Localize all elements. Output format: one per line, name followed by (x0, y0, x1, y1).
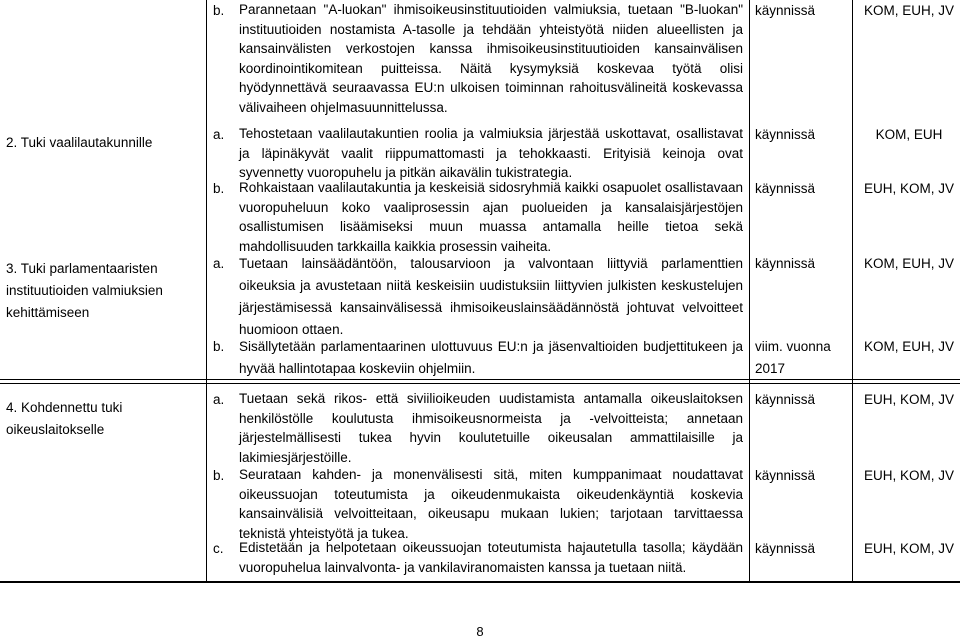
action-item (213, 0, 743, 117)
section-label: 4. Kohdennettu tuki oikeuslaitokselle (6, 400, 123, 437)
status-cell: käynnissä (755, 392, 816, 407)
item-text: Tuetaan lainsäädäntöön, talousarvioon ja valvontaan liittyviä parlamenttien oikeuksia ja avustetaan niitä keskeisiin uudistuksiin liittyvien julkisten keskustelujen järjestämisessä kansainvälisessä ihmisoikeuslainsäädännöstä johtuvat velvoitteet huomioon ottaen. (239, 256, 743, 337)
owner-cell: KOM, EUH, JV (863, 339, 954, 354)
item-text: Edistetään ja helpotetaan oikeussuojan toteutumista hajautetulla tasolla; käydään vuoropuhelua lainvalvonta- ja vankilaviranomaisten kanssa ja tuetaan niitä. (239, 540, 743, 575)
item-letter: b. (213, 181, 225, 196)
item-letter: a. (213, 256, 225, 271)
owner-cell: EUH, KOM, JV (863, 468, 954, 483)
action-item (213, 253, 743, 341)
status-cell: käynnissä (755, 181, 816, 196)
table-bottom-border (0, 581, 960, 583)
item-text: Tehostetaan vaalilautakuntien roolia ja valmiuksia järjestää uskottavat, osallistavat ja läpinäkyvät vaalit riippumattomasti ja tehokkaasti. Erityisiä keinoja ovat syvennetty vuoropuhelu ja pitkän aikavälin tukistrategia. (239, 126, 743, 180)
item-text: Rohkaistaan vaalilautakuntia ja keskeisiä sidosryhmiä kaikki osapuolet osallistavaan vuoropuheluun koko vaaliprosessin ajan puolueiden ja kansalaisjärjestöjen osallistumisen lisäämiseksi muun muassa antamalla heille tietoa sekä mahdollisuuden tarkkailla kaikkia prosessin vaiheita. (239, 180, 743, 254)
action-item (213, 538, 743, 577)
action-item (213, 389, 743, 467)
owner-cell: KOM, EUH (875, 127, 943, 142)
item-text: Sisällytetään parlamentaarinen ulottuvuus EU:n ja jäsenvaltioiden budjettitukeen ja hyvää hallintotapaa koskeviin ohjelmiin. (239, 339, 743, 376)
status-cell: käynnissä (755, 3, 816, 18)
item-text: Tuetaan sekä rikos- että siviilioikeuden uudistamista antamalla oikeuslaitoksen henkilöstölle koulutusta ihmisoikeusnormeista ja -velvoitteista; annetaan järjestelmällisesti tukea hyvin koulutetuille oikeusalan ammattilaisille ja lakimiesjärjestöille. (239, 391, 743, 465)
item-letter: c. (213, 541, 224, 556)
owner-cell: KOM, EUH, JV (863, 3, 954, 18)
section-label: 3. Tuki parlamentaaristen instituutioiden valmiuksien kehittämiseen (6, 261, 163, 320)
status-cell: käynnissä (755, 541, 816, 556)
action-item (213, 465, 743, 543)
action-item (213, 336, 743, 380)
item-text: Parannetaan "A-luokan" ihmisoikeusinstituutioiden valmiuksia, tuetaan "B-luokan" instituutioiden nostamista A-tasolle ja tehdään yhteistyötä niiden alueellisten ja kansainvälisten verkostojen kanssa ihmisoikeusinstituutioiden kansainvälisen koordinointikomitean puitteissa. Näitä kysymyksiä koskevaa työtä olisi hyödynnettävä seuraavassa EU:n ulkoisen toiminnan rahoitusvälineitä koskevassa välivaiheen ohjelmasuunnittelussa. (239, 2, 743, 115)
item-text: Seurataan kahden- ja monenvälisesti sitä, miten kumppanimaat noudattavat oikeussuojan toteutumista ja oikeudenmukaista oikeudenkäyntiä koskevia kansainvälisiä velvoitteitaan, oikeusapu mukaan lukien; tarjotaan tarvittaessa teknistä yhteistyötä ja tukea. (239, 467, 743, 541)
owner-cell: EUH, KOM, JV (863, 392, 954, 407)
status-cell: käynnissä (755, 468, 816, 483)
action-item (213, 178, 743, 256)
item-letter: a. (213, 392, 225, 407)
status-cell: viim. vuonna 2017 (755, 339, 831, 376)
column-divider (206, 0, 207, 583)
action-item (213, 124, 743, 183)
status-cell: käynnissä (755, 127, 816, 142)
section-label: 2. Tuki vaalilautakunnille (6, 135, 153, 150)
column-divider (852, 0, 853, 583)
item-letter: b. (213, 3, 225, 18)
item-letter: b. (213, 339, 225, 354)
item-letter: a. (213, 127, 225, 142)
item-letter: b. (213, 468, 225, 483)
owner-cell: EUH, KOM, JV (863, 181, 954, 196)
owner-cell: EUH, KOM, JV (863, 541, 954, 556)
status-cell: käynnissä (755, 256, 816, 271)
column-divider (749, 0, 750, 583)
page-number: 8 (476, 624, 484, 639)
owner-cell: KOM, EUH, JV (863, 256, 954, 271)
row-divider (0, 383, 960, 384)
